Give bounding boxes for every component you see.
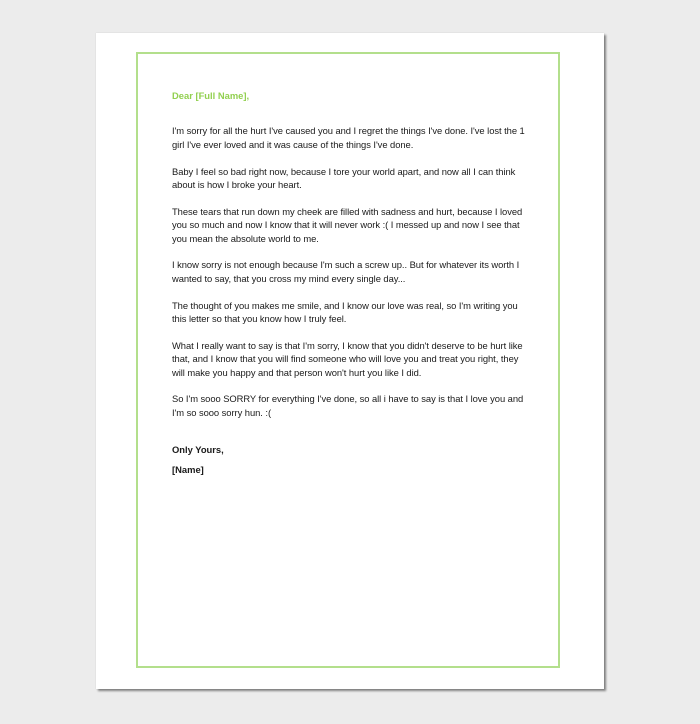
paragraph: Baby I feel so bad right now, because I tore your world apart, and now all I can think about is how I broke your heart. [172, 165, 516, 191]
salutation: Dear [Full Name], [172, 90, 250, 101]
paragraph: So I'm sooo SORRY for everything I've done, so all i have to say is that I love you and I'm so sooo sorry hun. :( [172, 393, 524, 418]
paragraph: What I really want to say is that I'm sorry, I know that you didn't deserve to be hurt like that, and I know that you will find someone who will love you and treat you right, they will make you happy and that person won't hurt you like I did. [172, 339, 523, 378]
paragraph: I'm sorry for all the hurt I've caused you and I regret the things I've done. I've lost the 1 girl I've ever loved and it was cause of the things I've done. [172, 125, 525, 150]
document-page [96, 33, 604, 689]
letter-body [172, 89, 528, 476]
paragraph: The thought of you makes me smile, and I know our love was real, so I'm writing you this letter so that you know how I truly feel. [172, 299, 518, 325]
paragraph: I know sorry is not enough because I'm such a screw up.. But for whatever its worth I wanted to say, that you cross my mind every single day... [172, 259, 520, 284]
paragraph: These tears that run down my cheek are filled with sadness and hurt, because I loved you so much and now I know that it will never work :( I messed up and now I see that you mean the absolute world to me. [172, 205, 523, 244]
signature: [Name] [172, 463, 204, 475]
closing: Only Yours, [172, 444, 224, 456]
